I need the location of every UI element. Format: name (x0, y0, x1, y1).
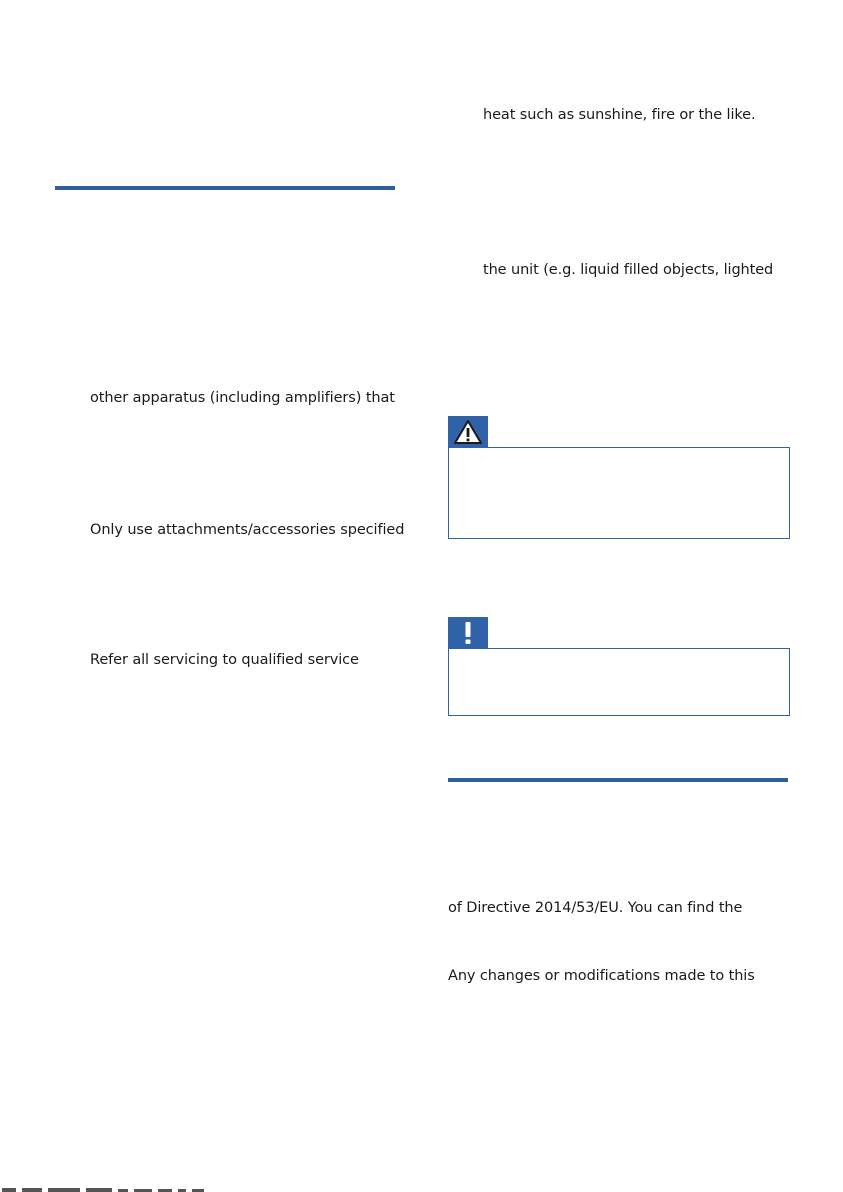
text-line-heat: heat such as sunshine, fire or the like. (483, 107, 756, 123)
warning-box (448, 447, 790, 539)
warning-tab (448, 416, 488, 448)
caution-box (448, 648, 790, 716)
section-rule-right (448, 778, 788, 782)
text-line-apparatus: other apparatus (including amplifiers) that (90, 390, 395, 406)
text-line-attachments: Only use attachments/accessories specified (90, 522, 405, 538)
text-line-servicing: Refer all servicing to qualified service (90, 652, 359, 668)
exclamation-icon (462, 621, 474, 645)
caution-tab (448, 617, 488, 649)
cropped-text-fragment (0, 1186, 280, 1192)
text-line-directive: of Directive 2014/53/EU. You can find the (448, 900, 743, 916)
warning-triangle-icon (453, 419, 483, 445)
text-line-modifications: Any changes or modifications made to this (448, 968, 755, 984)
text-line-unit: the unit (e.g. liquid filled objects, lighted (483, 262, 774, 278)
section-rule-left (55, 186, 395, 190)
